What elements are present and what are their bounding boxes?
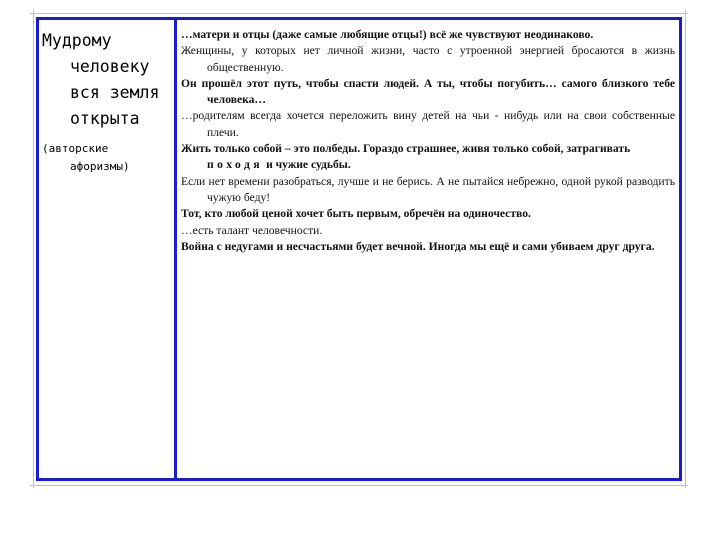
aphorism — [181, 141, 675, 174]
frame-line-left — [33, 10, 34, 488]
column-divider — [174, 17, 177, 481]
left-column — [42, 28, 170, 176]
aphorism: Если нет времени разобраться, лучше и не берись. А не пытайся небрежно, одной рукой разводить чужую беду! — [181, 174, 675, 204]
frame-line-top — [30, 13, 688, 14]
aphorism-text: Жить только собой – это полбеды. Гораздо страшнее, живя только собой, затрагивать — [181, 142, 631, 156]
aphorisms-column — [181, 27, 675, 255]
aphorism: Женщины, у которых нет личной жизни, часто с утроенной энергией бросаются в жизнь общественную. — [181, 44, 675, 74]
frame-line-bottom — [30, 485, 688, 486]
aphorism-spaced-word: походя — [207, 158, 264, 172]
title-line: Мудрому — [42, 31, 112, 50]
title-line: открыта — [70, 109, 140, 128]
frame-line-right — [685, 10, 686, 488]
aphorism: …матери и отцы (даже самые любящие отцы!) всё же чувствуют неодинаково. — [181, 28, 594, 41]
title-line: вся земля — [70, 83, 160, 102]
aphorism: Война с недугами и несчастьями будет вечной. Иногда мы ещё и сами убиваем друг друга. — [181, 239, 655, 253]
subtitle-line: (авторские — [42, 142, 109, 155]
collection-title — [42, 28, 170, 132]
aphorism-text: и чужие судьбы. — [266, 158, 351, 172]
subtitle-line: афоризмы) — [70, 160, 130, 173]
aphorism: …родителям всегда хочется переложить вину детей на чьи - нибудь или на свои собственные плечи. — [181, 109, 675, 139]
collection-subtitle — [42, 140, 170, 176]
aphorism: Тот, кто любой ценой хочет быть первым, обречён на одиночество. — [181, 207, 531, 221]
title-line: человеку — [70, 57, 150, 76]
aphorism: Он прошёл этот путь, чтобы спасти людей. А ты, чтобы погубить… самого близкого тебе человека… — [181, 76, 675, 107]
aphorism: …есть талант человечности. — [181, 223, 323, 237]
